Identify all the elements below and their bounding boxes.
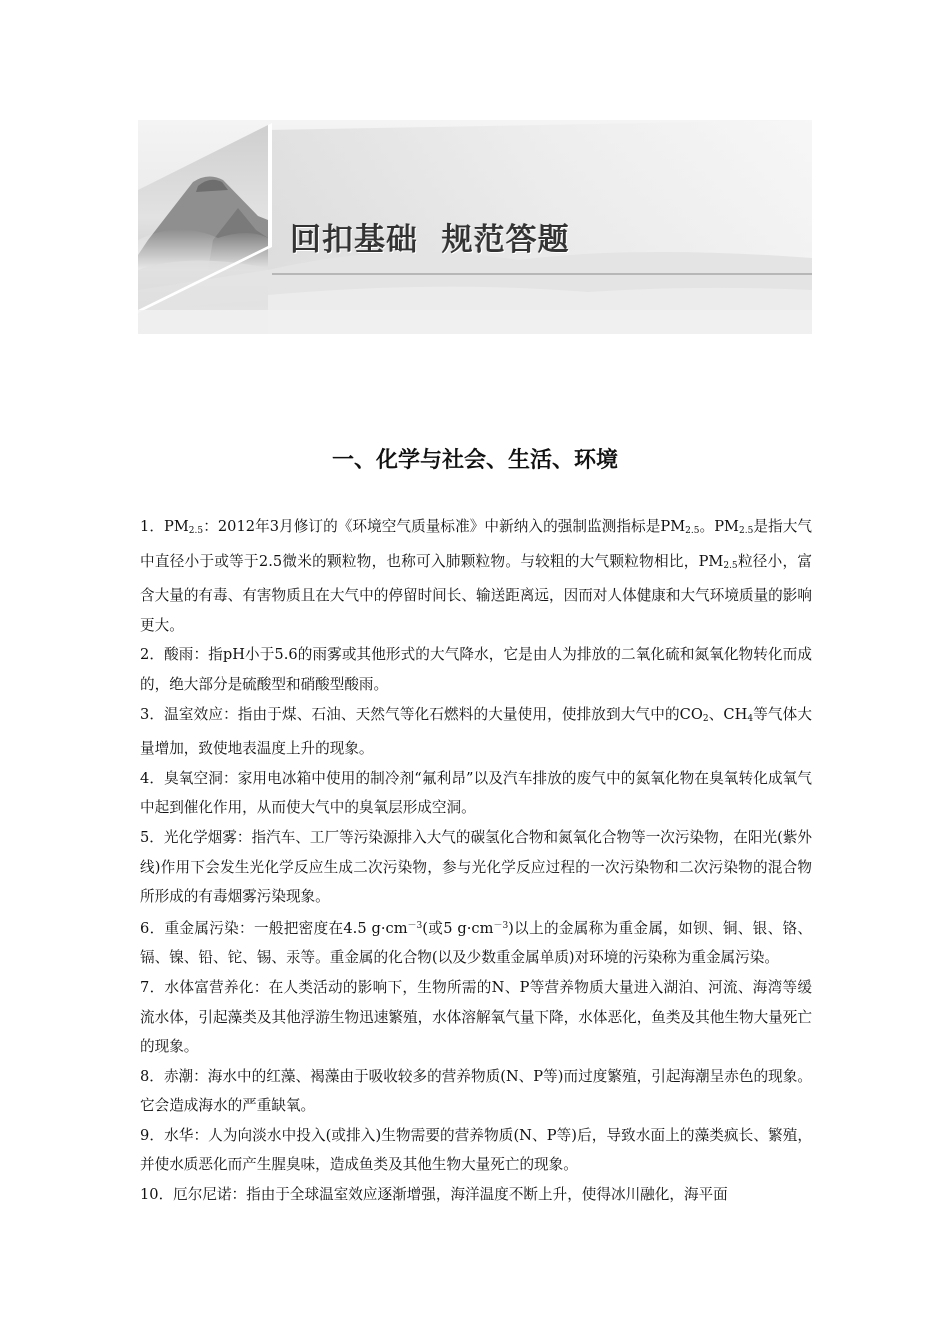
list-item-6: 6．重金属污染：一般把密度在4.5 $g\cdot cm^{-3}$(或5 $g\cdot cm^{-3}$)以上的金属称为重金属，如钡、铜、银、铬、镉、镍、铅、铊、锡、汞等。重金属的化合物(以及少数重金属单质)对环境的污染称为重金属污染。 bbox=[140, 919, 812, 967]
list-item-7: 7．水体富营养化：在人类活动的影响下，生物所需的N、P等营养物质大量进入湖泊、河流、海湾等缓流水体，引起藻类及其他浮游生物迅速繁殖，水体溶解氧气量下降，水体恶化，鱼类及其他生物大量死亡的现象。 bbox=[140, 978, 813, 1056]
list-item-10: 10．厄尔尼诺：指由于全球温室效应逐渐增强，海洋温度不断上升，使得冰川融化，海平面 bbox=[140, 1186, 728, 1204]
list-item-9: 9．水华：人为向淡水中投入(或排入)生物需要的营养物质(N、P等)后，导致水面上的藻类疯长、繁殖，并使水质恶化而产生腥臭味，造成鱼类及其他生物大量死亡的现象。 bbox=[140, 1126, 812, 1174]
list-item-4: 4．臭氧空洞：家用电冰箱中使用的制冷剂“氟利昂”以及汽车排放的废气中的氮氧化物在臭氧转化成氧气中起到催化作用，从而使大气中的臭氧层形成空洞。 bbox=[140, 769, 812, 817]
section-title: 一、化学与社会、生活、环境 bbox=[331, 448, 618, 473]
item-list bbox=[140, 512, 812, 1210]
list-item-8: 8．赤潮：海水中的红藻、褐藻由于吸收较多的营养物质(N、P等)而过度繁殖，引起海潮呈赤色的现象。它会造成海水的严重缺氧。 bbox=[140, 1067, 812, 1115]
list-item-3: 3．温室效应：指由于煤、石油、天然气等化石燃料的大量使用，使排放到大气中的$CO_2$、$CH_4$等气体大量增加，致使地表温度上升的现象。 bbox=[140, 705, 812, 758]
list-item-5: 5．光化学烟雾：指汽车、工厂等污染源排入大气的碳氢化合物和氮氧化合物等一次污染物，在阳光(紫外线)作用下会发生光化学反应生成二次污染物，参与光化学反应过程的一次污染物和二次污染物的混合物所形成的有毒烟雾污染现象。 bbox=[140, 828, 812, 906]
list-item-1: 1．$PM_{2.5}$：2012年3月修订的《环境空气质量标准》中新纳入的强制监测指标是$PM_{2.5}$。$PM_{2.5}$是指大气中直径小于或等于2.5微米的颗粒物，也称可入肺颗粒物。与较粗的大气颗粒物相比，$PM_{2.5}$粒径小，富含大量的有毒、有害物质且在大气中的停留时间长、输送距离远，因而对人体健康和大气环境质量的影响更大。 bbox=[140, 518, 812, 634]
header-banner bbox=[138, 120, 812, 334]
list-item-2: 2．酸雨：指pH小于5.6的雨雾或其他形式的大气降水，它是由人为排放的二氧化硫和氮氧化物转化而成的，绝大部分是硫酸型和硝酸型酸雨。 bbox=[140, 646, 812, 693]
banner-title: 回扣基础 规范答题 bbox=[290, 222, 570, 258]
